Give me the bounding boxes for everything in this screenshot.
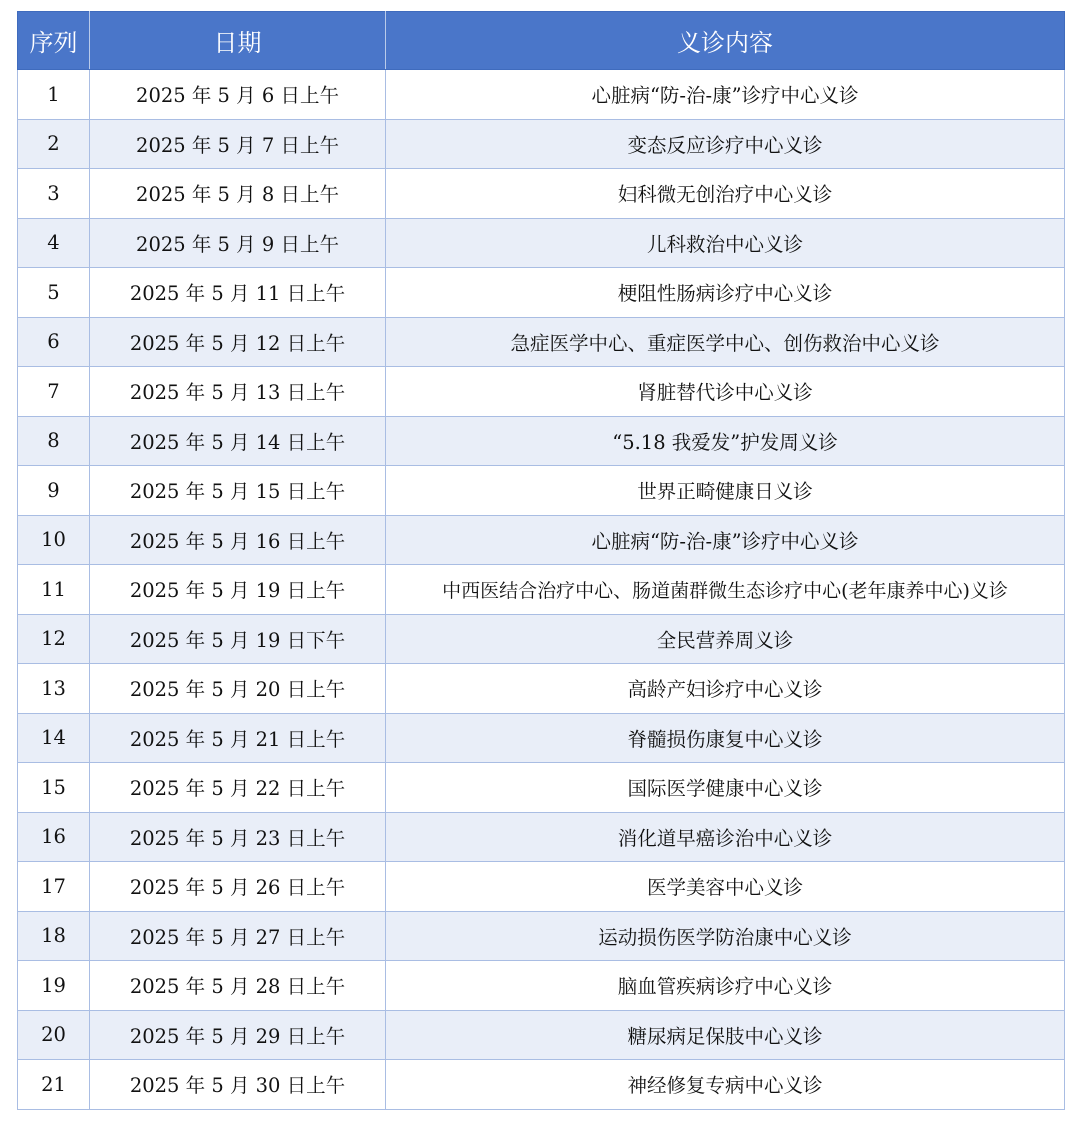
table-row	[18, 1010, 1065, 1060]
date-cell: 2025 年 5 月 16 日上午	[90, 515, 386, 565]
content-cell: 全民营养周义诊	[386, 614, 1065, 664]
content-cell: 梗阻性肠病诊疗中心义诊	[386, 268, 1065, 318]
content-cell: 肾脏替代诊中心义诊	[386, 367, 1065, 417]
content-cell: 医学美容中心义诊	[386, 862, 1065, 912]
seq-cell: 7	[18, 367, 90, 417]
date-cell: 2025 年 5 月 21 日上午	[90, 713, 386, 763]
table-row	[18, 466, 1065, 516]
content-cell: 中西医结合治疗中心、肠道菌群微生态诊疗中心(老年康养中心)义诊	[386, 565, 1065, 615]
seq-cell: 4	[18, 218, 90, 268]
seq-cell: 12	[18, 614, 90, 664]
date-cell: 2025 年 5 月 22 日上午	[90, 763, 386, 813]
table-row	[18, 169, 1065, 219]
seq-cell: 13	[18, 664, 90, 714]
seq-cell: 5	[18, 268, 90, 318]
content-cell: 世界正畸健康日义诊	[386, 466, 1065, 516]
table-row	[18, 862, 1065, 912]
date-cell: 2025 年 5 月 6 日上午	[90, 70, 386, 120]
seq-cell: 10	[18, 515, 90, 565]
seq-cell: 2	[18, 119, 90, 169]
table-row	[18, 664, 1065, 714]
content-cell: 神经修复专病中心义诊	[386, 1060, 1065, 1110]
date-cell: 2025 年 5 月 28 日上午	[90, 961, 386, 1011]
date-cell: 2025 年 5 月 27 日上午	[90, 911, 386, 961]
seq-cell: 20	[18, 1010, 90, 1060]
content-cell: 糖尿病足保肢中心义诊	[386, 1010, 1065, 1060]
date-cell: 2025 年 5 月 8 日上午	[90, 169, 386, 219]
date-cell: 2025 年 5 月 14 日上午	[90, 416, 386, 466]
seq-cell: 14	[18, 713, 90, 763]
table-row	[18, 268, 1065, 318]
seq-cell: 15	[18, 763, 90, 813]
seq-cell: 17	[18, 862, 90, 912]
seq-cell: 11	[18, 565, 90, 615]
schedule-table-container	[17, 11, 1064, 1110]
date-cell: 2025 年 5 月 19 日上午	[90, 565, 386, 615]
header-seq: 序列	[18, 12, 90, 70]
content-cell: 脊髓损伤康复中心义诊	[386, 713, 1065, 763]
table-row	[18, 713, 1065, 763]
date-cell: 2025 年 5 月 9 日上午	[90, 218, 386, 268]
table-row	[18, 565, 1065, 615]
content-cell: 妇科微无创治疗中心义诊	[386, 169, 1065, 219]
content-cell: 心脏病“防-治-康”诊疗中心义诊	[386, 70, 1065, 120]
header-row	[18, 12, 1065, 70]
table-row	[18, 416, 1065, 466]
content-cell: 高龄产妇诊疗中心义诊	[386, 664, 1065, 714]
seq-cell: 16	[18, 812, 90, 862]
table-row	[18, 961, 1065, 1011]
table-row	[18, 367, 1065, 417]
header-date: 日期	[90, 12, 386, 70]
seq-cell: 6	[18, 317, 90, 367]
content-cell: 消化道早癌诊治中心义诊	[386, 812, 1065, 862]
content-cell: “5.18 我爱发”护发周义诊	[386, 416, 1065, 466]
content-cell: 变态反应诊疗中心义诊	[386, 119, 1065, 169]
date-cell: 2025 年 5 月 23 日上午	[90, 812, 386, 862]
table-header	[18, 12, 1065, 70]
content-cell: 运动损伤医学防治康中心义诊	[386, 911, 1065, 961]
seq-cell: 9	[18, 466, 90, 516]
table-row	[18, 614, 1065, 664]
table-row	[18, 911, 1065, 961]
date-cell: 2025 年 5 月 15 日上午	[90, 466, 386, 516]
seq-cell: 21	[18, 1060, 90, 1110]
table-row	[18, 1060, 1065, 1110]
seq-cell: 19	[18, 961, 90, 1011]
date-cell: 2025 年 5 月 26 日上午	[90, 862, 386, 912]
table-row	[18, 119, 1065, 169]
seq-cell: 1	[18, 70, 90, 120]
date-cell: 2025 年 5 月 29 日上午	[90, 1010, 386, 1060]
seq-cell: 8	[18, 416, 90, 466]
content-cell: 脑血管疾病诊疗中心义诊	[386, 961, 1065, 1011]
content-cell: 儿科救治中心义诊	[386, 218, 1065, 268]
header-content: 义诊内容	[386, 12, 1065, 70]
seq-cell: 3	[18, 169, 90, 219]
content-cell: 急症医学中心、重症医学中心、创伤救治中心义诊	[386, 317, 1065, 367]
date-cell: 2025 年 5 月 13 日上午	[90, 367, 386, 417]
table-row	[18, 812, 1065, 862]
date-cell: 2025 年 5 月 19 日下午	[90, 614, 386, 664]
table-row	[18, 218, 1065, 268]
table-row	[18, 515, 1065, 565]
table-body	[18, 70, 1065, 1110]
content-cell: 心脏病“防-治-康”诊疗中心义诊	[386, 515, 1065, 565]
table-row	[18, 70, 1065, 120]
schedule-table	[17, 11, 1065, 1110]
table-row	[18, 317, 1065, 367]
date-cell: 2025 年 5 月 20 日上午	[90, 664, 386, 714]
table-row	[18, 763, 1065, 813]
seq-cell: 18	[18, 911, 90, 961]
date-cell: 2025 年 5 月 30 日上午	[90, 1060, 386, 1110]
date-cell: 2025 年 5 月 7 日上午	[90, 119, 386, 169]
date-cell: 2025 年 5 月 11 日上午	[90, 268, 386, 318]
date-cell: 2025 年 5 月 12 日上午	[90, 317, 386, 367]
content-cell: 国际医学健康中心义诊	[386, 763, 1065, 813]
